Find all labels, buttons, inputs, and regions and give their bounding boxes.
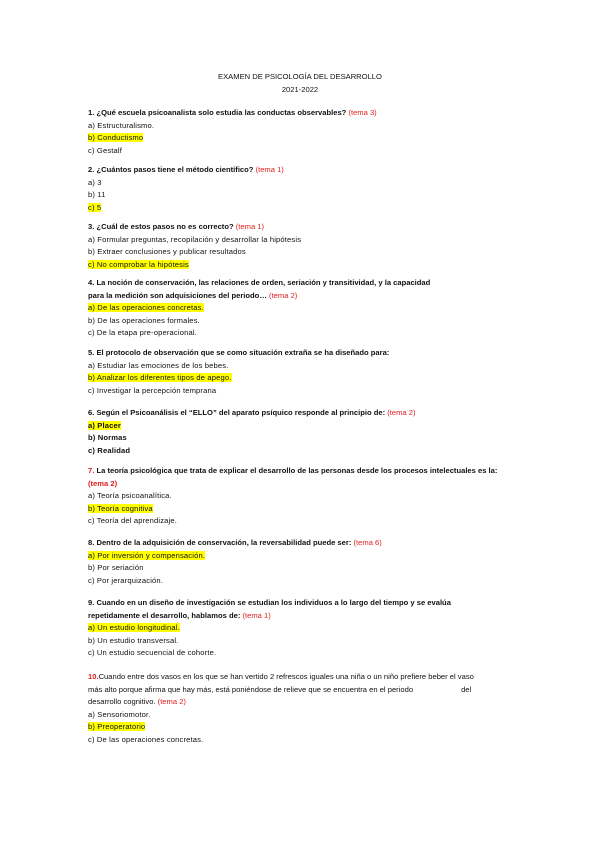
correct-answer-highlight: b) Conductismo — [88, 133, 144, 143]
option-c: c) Realidad — [88, 445, 131, 455]
option-b — [88, 372, 528, 385]
question-text-continued: para la medición son adquisiciones del periodo… (tema 2) — [88, 290, 298, 300]
tema-label: (tema 3) — [348, 108, 377, 117]
option-c: c) Investigar la percepción temprana — [88, 385, 217, 395]
option-a: a) Estudiar las emociones de los bebes. — [88, 360, 229, 370]
option-a — [88, 420, 528, 433]
option-c: c) Un estudio secuencial de cohorte. — [88, 648, 217, 658]
option-c: c) Gestalf — [88, 145, 122, 155]
question-text-continued — [88, 478, 528, 491]
question-8 — [88, 537, 528, 587]
tema-label: (tema 1) — [242, 610, 271, 620]
correct-answer-highlight: a) Placer — [88, 420, 122, 430]
option-b — [88, 503, 528, 516]
question-10 — [88, 671, 528, 747]
option-c: c) De las operaciones concretas. — [88, 734, 204, 744]
tema-label: (tema 2) — [387, 408, 416, 417]
question-text: 2. ¿Cuántos pasos tiene el método científico? (tema 1) — [88, 165, 284, 174]
exam-year: 2021-2022 — [281, 85, 319, 94]
correct-answer-highlight: a) De las operaciones concretas. — [88, 303, 204, 313]
question-5 — [88, 347, 528, 397]
correct-answer-highlight: b) Preoperatorio — [88, 722, 146, 732]
option-b: b) Por seriación — [88, 563, 144, 573]
question-text: 1. ¿Qué escuela psicoanalista solo estudia las conductas observables? (tema 3) — [88, 108, 377, 117]
option-c — [88, 259, 528, 272]
option-c: c) De la etapa pre-operacional. — [88, 328, 197, 338]
correct-answer-highlight: b) Teoría cognitiva — [88, 503, 153, 513]
question-text-continued: desarrollo cognitivo. (tema 2) — [88, 697, 186, 707]
option-c: c) Por jerarquización. — [88, 575, 164, 585]
question-text-continued: repetidamente el desarrollo, hablamos de: (tema 1) — [88, 610, 271, 620]
correct-answer-highlight: a) Por inversión y compensación. — [88, 550, 206, 560]
tema-label: (tema 1) — [235, 222, 265, 231]
tema-label: (tema 1) — [255, 165, 284, 174]
question-text-continued: más alto porque afirma que hay más, está poniéndose de relieve que se encuentra en el periodo del — [88, 684, 472, 694]
exam-title: EXAMEN DE PSICOLOGÍA DEL DESARROLLO — [218, 72, 382, 81]
question-text: 7. La teoría psicológica que trata de explicar el desarrollo de las personas desde los procesos intelectuales es la: — [88, 466, 498, 475]
question-text: 6. Según el Psicoanálisis el “ELLO” del aparato psíquico responde al principio de: (tema 2) — [88, 408, 416, 417]
question-1 — [88, 107, 528, 157]
option-a — [88, 550, 528, 563]
question-text: 5. El protocolo de observación que se como situación extraña se ha diseñado para: — [88, 348, 390, 357]
option-a: a) 3 — [88, 177, 102, 187]
option-a: a) Teoría psicoanalítica. — [88, 491, 172, 501]
option-c — [88, 202, 528, 215]
option-c: c) Teoría del aprendizaje. — [88, 516, 178, 526]
question-text: 8. Dentro de la adquisición de conservación, la reversabilidad puede ser: (tema 6) — [88, 538, 382, 547]
correct-answer-highlight: a) Un estudio longitudinal. — [88, 623, 180, 633]
question-6 — [88, 407, 528, 457]
question-9 — [88, 597, 528, 660]
tema-label: (tema 2) — [88, 478, 118, 488]
option-a — [88, 302, 528, 315]
tema-label: (tema 6) — [353, 538, 382, 547]
tema-label: (tema 2) — [157, 697, 186, 707]
question-3 — [88, 221, 528, 271]
option-a: a) Formular preguntas, recopilación y desarrollar la hipótesis — [88, 234, 302, 244]
question-2 — [88, 164, 528, 214]
option-a: a) Sensoriomotor. — [88, 709, 151, 719]
option-b: b) Extraer conclusiones y publicar resultados — [88, 247, 246, 257]
tema-label: (tema 2) — [269, 290, 298, 300]
option-a — [88, 622, 528, 635]
correct-answer-highlight: c) No comprobar la hipótesis — [88, 259, 189, 269]
option-a: a) Estructuralismo. — [88, 120, 155, 130]
option-b: b) 11 — [88, 190, 106, 200]
correct-answer-highlight: b) Analizar los diferentes tipos de apego. — [88, 373, 232, 383]
question-text: 10.Cuando entre dos vasos en los que se han vertido 2 refrescos iguales una niña o un niño prefiere beber el vaso — [88, 672, 474, 681]
question-text: 9. Cuando en un diseño de investigación se estudian los individuos a lo largo del tiempo y se evalúa — [88, 598, 451, 607]
correct-answer-highlight: c) 5 — [88, 202, 102, 212]
option-b: b) De las operaciones formales. — [88, 315, 200, 325]
question-text: 4. La noción de conservación, las relaciones de orden, seriación y transitividad, y la capacidad — [88, 278, 431, 287]
option-b — [88, 721, 528, 734]
question-text: 3. ¿Cuál de estos pasos no es correcto? (tema 1) — [88, 222, 265, 231]
option-b: b) Normas — [88, 433, 127, 443]
option-b — [88, 132, 528, 145]
option-b: b) Un estudio transversal. — [88, 635, 179, 645]
question-4 — [88, 277, 528, 340]
question-7 — [88, 465, 528, 528]
